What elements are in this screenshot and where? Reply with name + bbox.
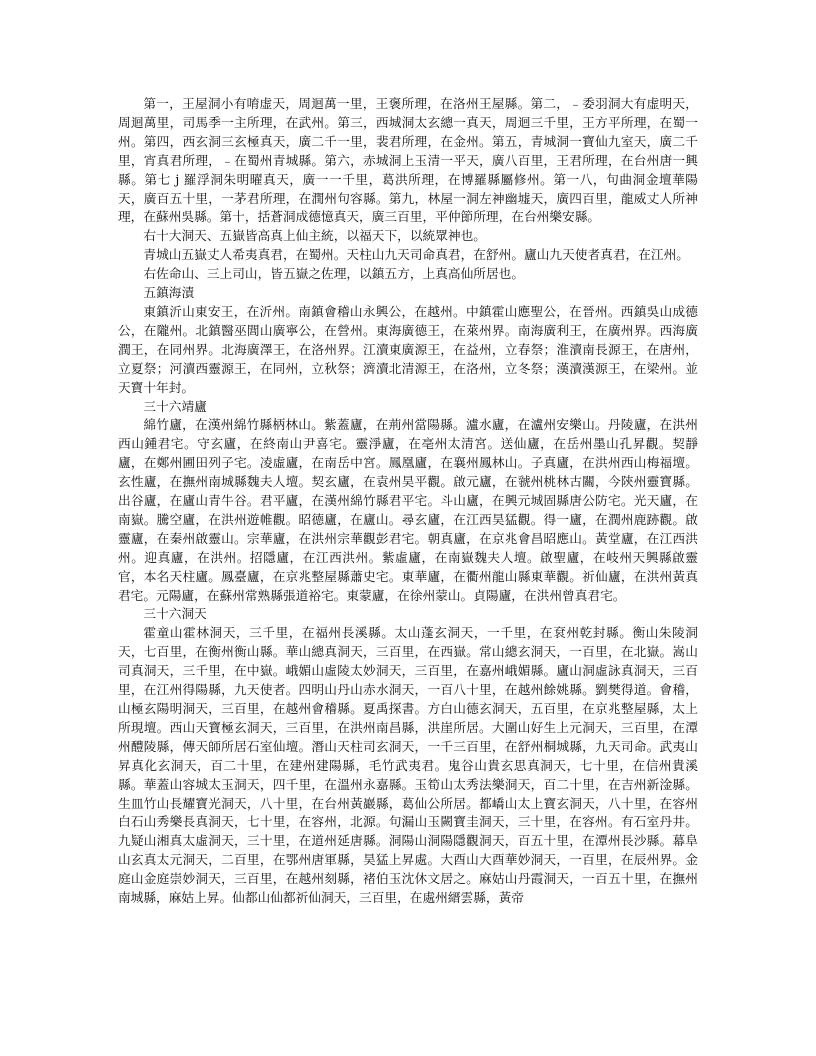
paragraph-ten-grotto-heavens: 第一，王屋洞小有唷虚天，周迴萬一里，王褒所理，在洛州王屋縣。第二，﹣委羽洞大有虚明天，周迴萬里，司馬季一主所理，在武州。第三，西城洞太玄總一真天，周迴三千里，王方平所理，在蜀一州。第四，西玄洞三玄極真天，廣二千一里，裴君所理，在金州。第五，青城洞一寶仙九室天，廣二千里，宵真君所理，﹣在蜀州青城縣。第六，赤城洞上玉清一平天，廣八百里，王君所理，在台州唐一興縣。第七 j 羅浮洞朱明曜真天，廣一一千里，葛洪所理，在博羅縣屬修州。第一八，句曲洞金壇華陽天，廣百五十里，一茅君所理，在潤州句容縣。第九，林屋一洞左神幽墟天，廣四百里，龍威丈人所神理，在蘇州吳縣。第十，括蒼洞成德憶真天，廣三百里，平仲節所理，在台州樂安縣。 [118,96,698,225]
section-heading-thirty-six-retreats: 三十六靖廬 [143,398,207,414]
paragraph-summary: 右十大洞天、五嶽皆高真上仙主統，以福天下，以統眾神也。 [143,228,486,244]
section-heading-five-guardians: 五鎮海漬 [143,285,195,301]
paragraph-thirty-six-retreats: 綿竹廬，在漢州綿竹縣柄林山。紫蓋廬，在荊州當陽縣。瀘水廬，在瀘州安樂山。丹陵廬，在洪州西山鍾君宅。守玄廬，在終南山尹喜宅。靈淨廬，在亳州太清宮。送仙廬，在岳州墨山孔昇觀。契靜廬，在鄭州圃田列子宅。凌虛廬，在南岳中宮。鳳凰廬，在襄州鳳林山。子真廬，在洪州西山梅福壇。玄性廬，在撫州南城縣魏夫人壇。契玄廬，在袁州昊平觀。啟元廬，在虢州桃林古關，今陝州靈寶縣。出谷廬，在廬山青牛谷。君平廬，在漢州綿竹縣君平宅。斗山廬，在興元城固縣唐公防宅。光天廬，在南嶽。騰空廬，在洪州遊帷觀。昭德廬，在廬山。尋玄廬，在江西昊猛觀。得一廬，在潤州鹿跡觀。啟靈廬，在秦州啟靈山。宗華廬，在洪州宗華觀彭君宅。朝真廬，在京兆會昌昭應山。黃堂廬，在江西洪州。迎真廬，在洪州。招隱廬，在江西洪州。紫虛廬，在南嶽魏夫人壇。啟聖廬，在岐州天興縣啟靈官，本名天柱廬。鳳臺廬，在京兆整屋縣蕭史宅。東華廬，在衢州龍山縣東華觀。祈仙廬，在洪州黃真君宅。元陽廬，在蘇州常熟縣張道裕宅。東蒙廬，在徐州蒙山。貞陽廬，在洪州曾真君宅。 [118,417,698,603]
paragraph-five-guardians: 東鎮沂山東安王，在沂州。南鎮會稽山永興公，在越州。中鎮霍山應聖公，在晉州。西鎮吳山成德公，在隴州。北鎮醫巫閭山廣寧公，在營州。東海廣德王，在萊州界。南海廣利王，在廣州界。西海廣潤王，在同州界。北海廣澤王，在洛州界。江瀆東廣源王，在益州，立春祭；淮瀆南長源王，在唐州，立夏祭；河瀆西靈源王，在同州，立秋祭；濟瀆北清源王，在洛州，立冬祭；漢瀆漢源王，在梁州。並天寶十年封。 [118,303,698,395]
paragraph-true-lords: 青城山五嶽丈人希夷真君，在蜀州。天柱山九天司命真君，在舒州。廬山九天使者真君，在江州。 [143,247,689,263]
document-page [118,95,698,908]
paragraph-assistant-mountains: 右佐命山、三上司山，皆五嶽之佐理，以鎮五方，上真高仙所居也。 [143,266,525,282]
section-heading-thirty-six-grotto-heavens: 三十六洞天 [143,606,207,622]
paragraph-thirty-six-grotto-heavens: 霍童山霍林洞天，三千里，在福州長溪縣。太山蓬玄洞天，一千里，在袞州乾封縣。衡山朱陵洞天，七百里，在衡州衡山縣。華山總真洞天，三百里，在西嶽。常山總玄洞天，一百里，在北嶽。嵩山司真洞天，三千里，在中嶽。峨媚山虛陵太妙洞天，三百里，在嘉州峨媚縣。廬山洞虛詠真洞天，三百里，在江州得陽縣，九天使者。四明山丹山赤水洞天，一百八十里，在越州餘姚縣。劉樊得道。會稽，山極玄陽明洞天，三百里，在越州會稽縣。夏禹探書。方白山德玄洞天，五百里，在京兆整屋縣，太上所現壇。西山天寶極玄洞天，三百里，在洪州南昌縣，洪崖所居。大圍山好生上元洞天，三百里，在潭州醴陵縣，傳天師所居石室仙壇。潛山天柱司玄洞天，一千三百里，在舒州桐城縣，九天司命。武夷山昇真化玄洞天，百二十里，在建州建陽縣，毛竹武夷君。鬼谷山貴玄思真洞天，七十里，在信州貴溪縣。華蓋山容城太玉洞天，四千里，在溫州永嘉縣。玉筍山太秀法樂洞天，百二十里，在吉州新淦縣。生皿竹山長耀寶光洞天，八十里，在台州黃巖縣，葛仙公所居。都嶠山太上寶玄洞天，八十里，在容州白石山秀樂長真洞天，七十里，在容州，北源。句漏山玉闕寶圭洞天，三十里，在容州。有石室丹井。九疑山湘真太虛洞天，三十里，在道州延唐縣。洞陽山洞陽隱觀洞天，百五十里，在潭州長沙縣。幕阜山玄真太元洞天，二百里，在鄂州唐軍縣，昊猛上昇處。大酉山大酉華妙洞天，一百里，在辰州界。金庭山金庭崇妙洞天，三百里，在越州刻縣，褚伯玉沈休文居之。麻姑山丹霞洞天，一百五十里，在撫州南城縣，麻姑上昇。仙都山仙都祈仙洞天，三百里，在處州縉雲縣，黃帝 [118,625,698,906]
